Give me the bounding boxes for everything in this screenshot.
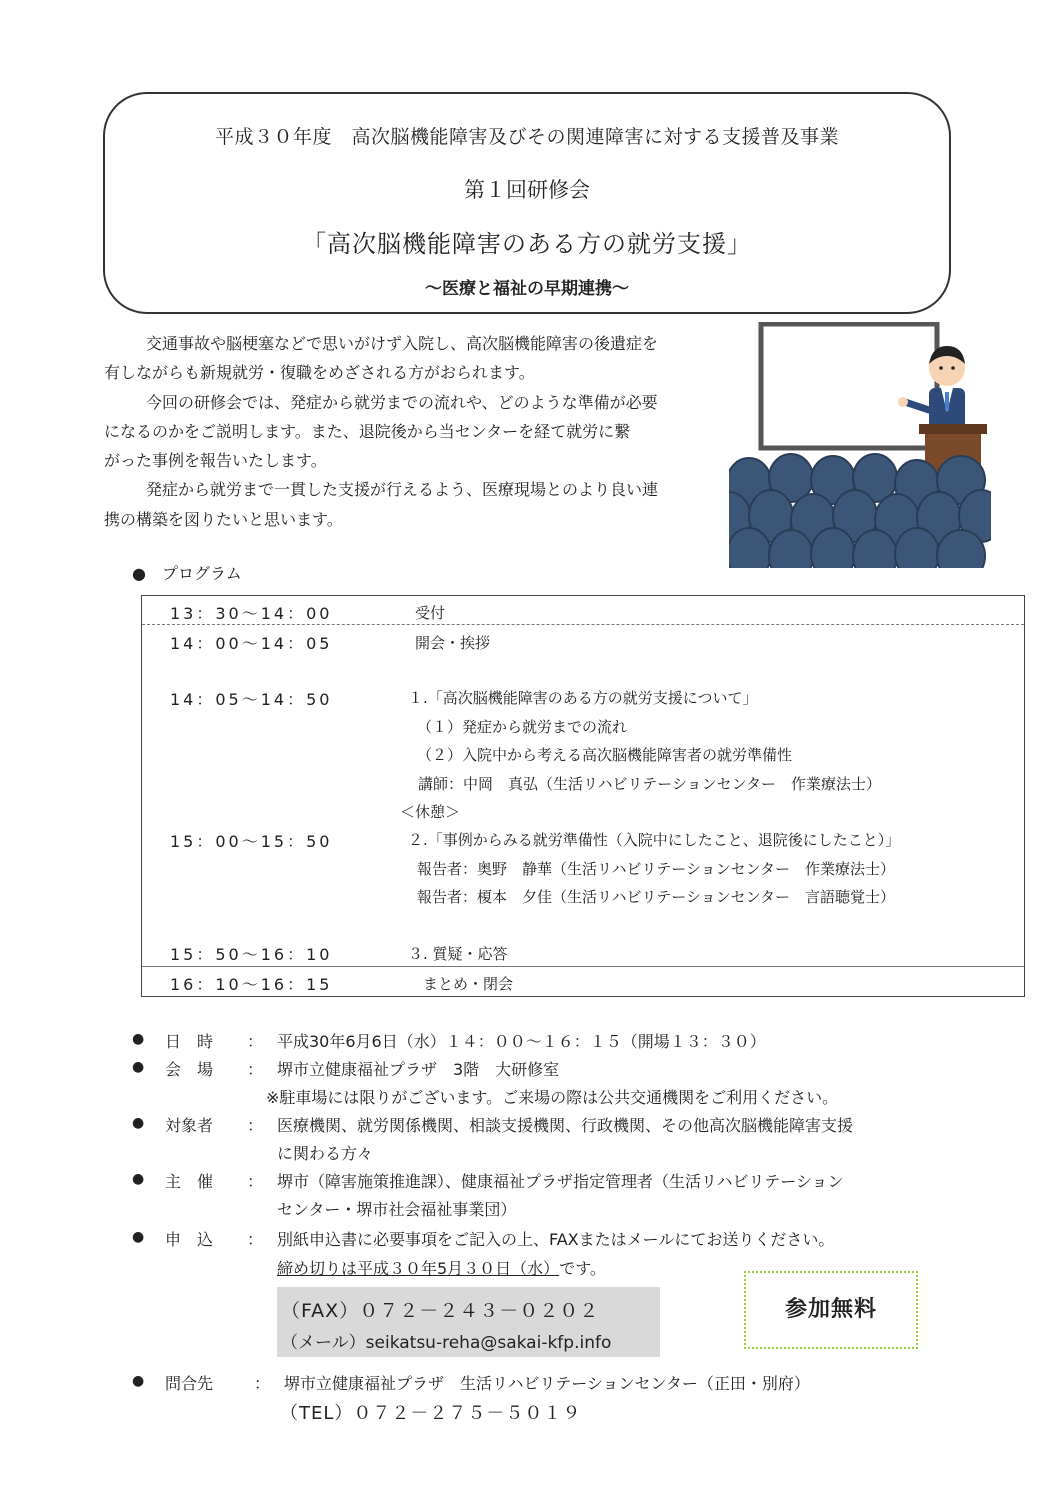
bullet-icon: ● <box>132 1171 145 1187</box>
host-value: センター・堺市社会福祉事業団） <box>277 1200 517 1219</box>
program-item: まとめ・閉会 <box>423 975 514 993</box>
subtitle: ～医療と福祉の早期連携～ <box>425 279 629 299</box>
host-label: 主 催 <box>165 1172 214 1191</box>
program-time: 15：50～16：10 <box>170 945 333 964</box>
program-time: 13：30～14：00 <box>170 604 333 623</box>
bullet-icon: ● <box>132 1373 145 1389</box>
deadline-suffix: です。 <box>559 1259 606 1278</box>
intro-line: 発症から就労まで一貫した支援が行えるよう、医療現場とのより良い連 <box>146 480 659 500</box>
screen-icon <box>761 324 937 448</box>
main-title: 「高次脳機能障害のある方の就労支援」 <box>302 230 752 258</box>
session-title: 第１回研修会 <box>464 178 590 202</box>
datetime-value: 平成30年6月6日（水）１４：００～１６：１５（開場１３：３０） <box>277 1032 766 1051</box>
bullet-icon: ● <box>132 1031 145 1047</box>
deadline-underlined: 締め切りは平成３０年5月３０日（水） <box>277 1259 560 1278</box>
program-break: ＜休憩＞ <box>400 803 461 821</box>
apply-label: 申 込 <box>165 1230 214 1249</box>
program-item: ２.「事例からみる就労準備性（入院中にしたこと、退院後にしたこと）」 <box>408 831 901 849</box>
datetime-label: 日 時 <box>165 1032 214 1051</box>
venue-value: 堺市立健康福祉プラザ 3階 大研修室 <box>277 1060 560 1079</box>
program-item: 開会・挨拶 <box>415 634 491 652</box>
program-time: 14：05～14：50 <box>170 690 333 709</box>
intro-line: 有しながらも新規就労・復職をめざされる方がおられます。 <box>104 363 535 383</box>
program-table <box>141 595 1025 997</box>
intro-line: 交通事故や脳梗塞などで思いがけず入院し、高次脳機能障害の後遺症を <box>146 334 659 353</box>
program-time: 16：10～16：15 <box>170 975 333 994</box>
contact-value: 堺市立健康福祉プラザ 生活リハビリテーションセンター（正田・別府） <box>284 1374 810 1393</box>
program-heading: ● プログラム <box>132 564 242 583</box>
host-value: 堺市（障害施策推進課）、健康福祉プラザ指定管理者（生活リハビリテーション <box>277 1172 844 1191</box>
colon: ： <box>247 1172 264 1191</box>
presentation-illustration <box>729 322 991 568</box>
contact-tel: （TEL）０７２－２７５－５０１９ <box>280 1403 582 1424</box>
venue-label: 会 場 <box>165 1060 214 1079</box>
apply-value: 別紙申込書に必要事項をご記入の上、FAXまたはメールにてお送りください。 <box>277 1230 835 1249</box>
intro-text <box>104 329 716 534</box>
program-time: 15：00～15：50 <box>170 832 333 851</box>
program-reporter: 報告者：榎本 夕佳（生活リハビリテーションセンター 言語聴覚士） <box>417 888 896 906</box>
intro-line: になるのかをご説明します。また、退院後から当センターを経て就労に繋 <box>104 421 631 441</box>
header-box <box>103 92 951 314</box>
audience-icon <box>729 454 991 568</box>
bullet-icon: ● <box>132 1059 145 1075</box>
row-divider <box>142 624 1024 625</box>
free-admission-badge: 参加無料 <box>744 1271 918 1349</box>
program-time: 14：00～14：05 <box>170 634 333 653</box>
program-item: 受付 <box>415 604 446 622</box>
contact-label: 問合先 <box>165 1374 214 1393</box>
colon: ： <box>254 1374 271 1393</box>
program-subitem: （２）入院中から考える高次脳機能障害者の就労準備性 <box>417 746 793 764</box>
event-series-title: 平成３０年度 高次脳機能障害及びその関連障害に対する支援普及事業 <box>214 126 839 148</box>
fax-number: （FAX）０７２－２４３－０２０２ <box>281 1300 600 1322</box>
program-subitem: （１）発症から就労までの流れ <box>417 718 628 736</box>
colon: ： <box>247 1060 264 1079</box>
target-value: に関わる方々 <box>277 1144 374 1163</box>
bullet-icon: ● <box>132 1229 145 1245</box>
program-lecturer: 講師：中岡 真弘（生活リハビリテーションセンター 作業療法士） <box>418 775 882 793</box>
colon: ： <box>247 1032 264 1051</box>
colon: ： <box>247 1116 264 1135</box>
parking-note: ※駐車場には限りがございます。ご来場の際は公共交通機関をご利用ください。 <box>266 1088 839 1107</box>
program-item: ３. 質疑・応答 <box>408 945 508 963</box>
target-value: 医療機関、就労関係機関、相談支援機関、行政機関、その他高次脳機能障害支援 <box>277 1116 854 1135</box>
intro-line: がった事例を報告いたします。 <box>104 451 327 471</box>
target-label: 対象者 <box>165 1116 214 1135</box>
intro-line: 携の構築を図りたいと思います。 <box>104 509 343 529</box>
colon: ： <box>247 1230 264 1249</box>
program-item: １.「高次脳機能障害のある方の就労支援について」 <box>408 689 758 707</box>
bullet-icon: ● <box>132 1115 145 1131</box>
contact-fax-mail-box <box>277 1287 660 1357</box>
apply-deadline <box>277 1256 606 1279</box>
program-reporter: 報告者：奥野 静華（生活リハビリテーションセンター 作業療法士） <box>417 860 896 878</box>
row-divider <box>142 966 1024 967</box>
intro-line: 今回の研修会では、発症から就労までの流れや、どのような準備が必要 <box>146 392 658 412</box>
mail-address: （メール）seikatsu-reha@sakai-kfp.info <box>281 1333 612 1353</box>
